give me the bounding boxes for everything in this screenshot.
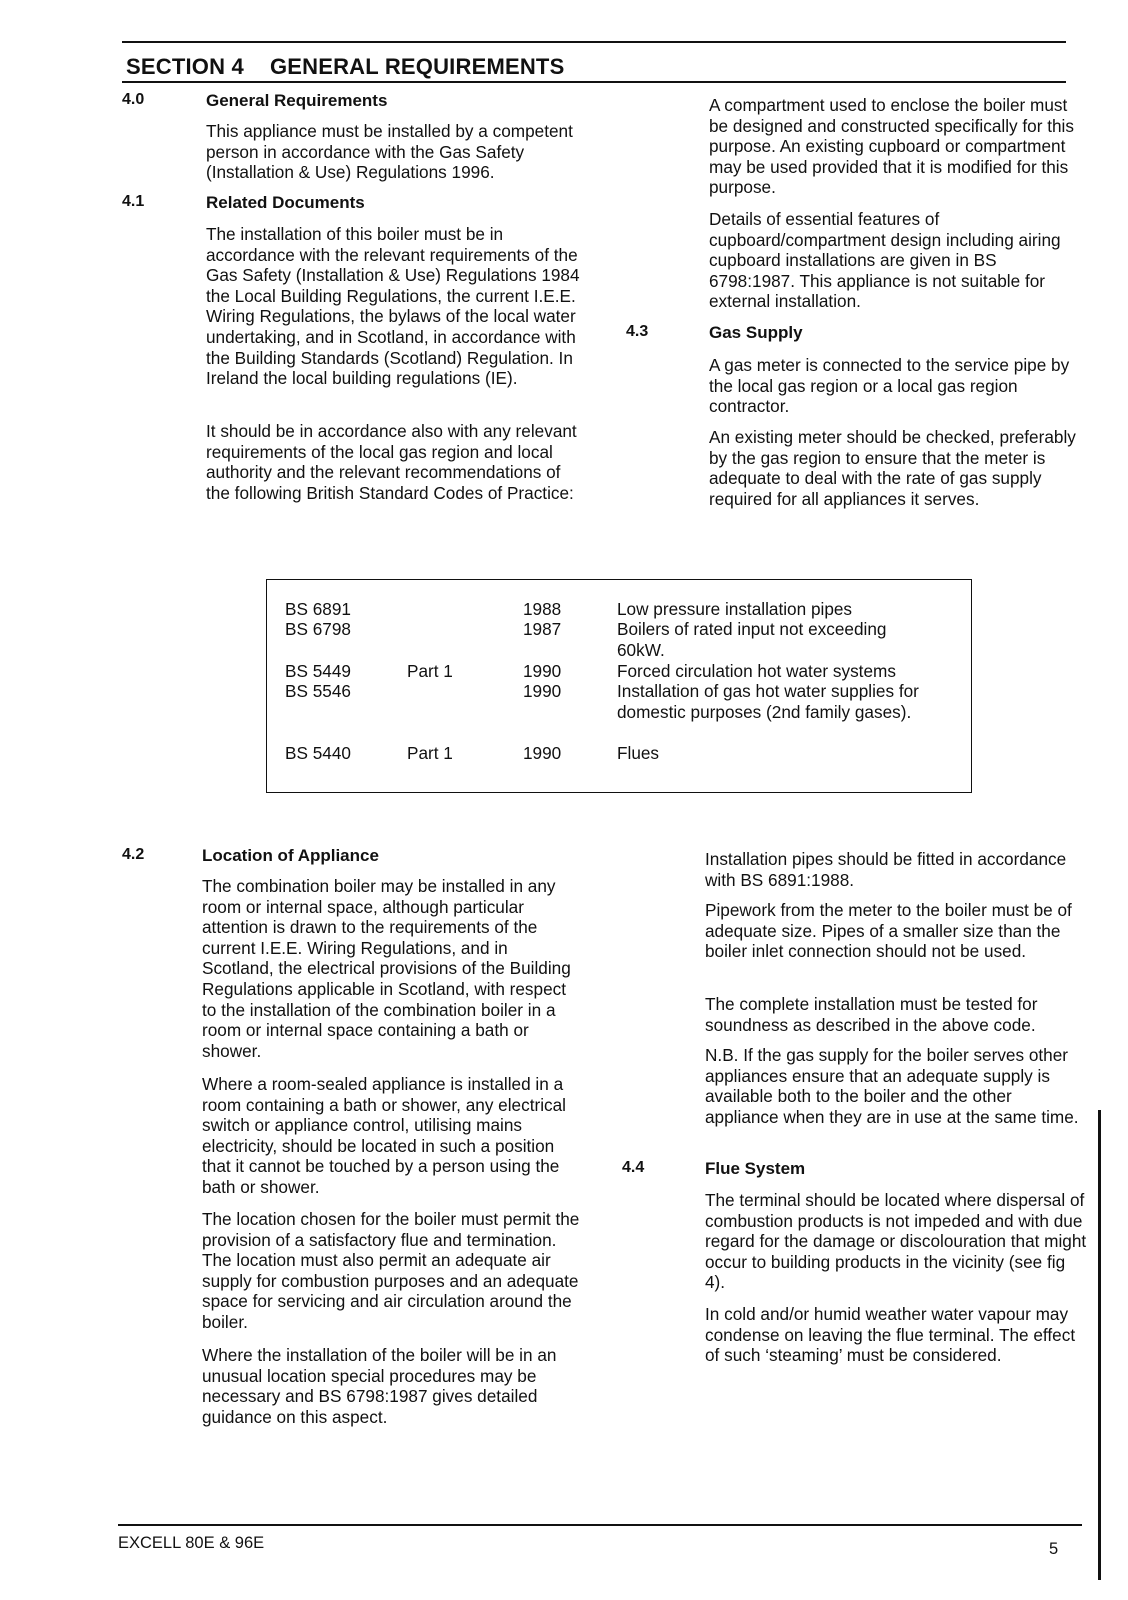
footer-product-name: EXCELL 80E & 96E <box>118 1534 265 1552</box>
section-4-3-paragraph-2: An existing meter should be checked, preferably by the gas region to ensure that the meter is adequate to deal with the rate of gas supply required for all appliances it serves. <box>709 427 1076 509</box>
section-title-rule <box>122 81 1066 83</box>
section-4-2-paragraph-1: The combination boiler may be installed in any room or internal space, although particular attention is drawn to the requirements of the current I.E.E. Wiring Regulations, and in Scotland, the electrical provisions of the Building Regulations applicable in Scotland, with respect to the installation of the combination boiler in a room or internal space containing a bath or shower. <box>202 876 571 1061</box>
table-code: BS 6891 <box>285 599 351 619</box>
table-description: Low pressure installation pipes <box>617 599 853 619</box>
table-year: 1990 <box>523 743 562 763</box>
pipework-paragraph: Pipework from the meter to the boiler must be of adequate size. Pipes of a smaller size than the boiler inlet connection should not be used. <box>705 900 1072 962</box>
table-code: BS 5440 <box>285 743 351 763</box>
compartment-paragraph-2: Details of essential features of cupboard/compartment design including airing cupboard installations are given in BS 6798:1987. This appliance is not suitable for external installation. <box>709 209 1061 312</box>
table-code: BS 5449 <box>285 661 351 681</box>
standards-table <box>266 579 972 793</box>
section-4-1-paragraph-1: The installation of this boiler must be in accordance with the relevant requirements of the Gas Safety (Installation & Use) Regulations 1984 the Local Building Regulations, the current I.E.E. Wiring Regulations, the bylaws of the local water undertaking, and in Scotland, in accordance with the Building Standards (Scotland) Regulation. In Ireland the local building regulations (IE). <box>206 224 580 389</box>
section-4-0-number: 4.0 <box>122 91 145 108</box>
section-4-2-heading: Location of Appliance <box>202 846 379 865</box>
installation-pipes-paragraph: Installation pipes should be fitted in accordance with BS 6891:1988. <box>705 849 1067 890</box>
table-year: 1987 <box>523 619 562 639</box>
top-rule <box>122 41 1066 43</box>
table-description: Forced circulation hot water systems <box>617 661 896 681</box>
nb-paragraph: N.B. If the gas supply for the boiler serves other appliances ensure that an adequate supply is available both to the boiler and the other appliance when they are in use at the same time. <box>705 1045 1079 1127</box>
page-number: 5 <box>1049 1540 1059 1558</box>
right-edge-mark <box>1098 1110 1101 1580</box>
table-year: 1990 <box>523 661 562 681</box>
section-4-0-paragraph: This appliance must be installed by a competent person in accordance with the Gas Safety (Installation & Use) Regulations 1996. <box>206 121 573 183</box>
table-description: Boilers of rated input not exceeding 60kW. <box>617 619 887 660</box>
table-description: Flues <box>617 743 660 763</box>
section-number: SECTION 4 <box>126 54 244 79</box>
section-4-2-paragraph-4: Where the installation of the boiler will be in an unusual location special procedures may be necessary and BS 6798:1987 gives detailed guidance on this aspect. <box>202 1345 557 1427</box>
section-4-2-paragraph-2: Where a room-sealed appliance is installed in a room containing a bath or shower, any electrical switch or appliance control, utilising mains electricity, should be located in such a position that it cannot be touched by a person using the bath or shower. <box>202 1074 566 1197</box>
section-4-4-heading: Flue System <box>705 1159 806 1178</box>
compartment-paragraph-1: A compartment used to enclose the boiler must be designed and constructed specifically for this purpose. An existing cupboard or compartment may be used provided that it is modified for this purpose. <box>709 95 1074 198</box>
section-4-1-heading: Related Documents <box>206 193 365 212</box>
table-code: BS 5546 <box>285 681 351 701</box>
table-part: Part 1 <box>407 661 453 681</box>
section-heading <box>126 54 564 80</box>
section-4-1-paragraph-2: It should be in accordance also with any relevant requirements of the local gas region and local authority and the relevant recommendations of the following British Standard Codes of Practice: <box>206 421 577 503</box>
table-description: Installation of gas hot water supplies for domestic purposes (2nd family gases). <box>617 681 919 722</box>
table-year: 1990 <box>523 681 562 701</box>
section-4-3-heading: Gas Supply <box>709 323 803 342</box>
table-code: BS 6798 <box>285 619 351 639</box>
section-4-0-heading: General Requirements <box>206 91 388 110</box>
section-4-3-paragraph-1: A gas meter is connected to the service pipe by the local gas region or a local gas region contractor. <box>709 355 1070 417</box>
section-4-2-number: 4.2 <box>122 846 145 863</box>
table-year: 1988 <box>523 599 562 619</box>
section-4-1-number: 4.1 <box>122 193 145 210</box>
section-4-4-paragraph-2: In cold and/or humid weather water vapour may condense on leaving the flue terminal. The effect of such ‘steaming’ must be considered. <box>705 1304 1076 1366</box>
footer-rule <box>118 1524 1082 1526</box>
table-part: Part 1 <box>407 743 453 763</box>
soundness-paragraph: The complete installation must be tested for soundness as described in the above code. <box>705 994 1038 1035</box>
section-title: GENERAL REQUIREMENTS <box>269 54 565 79</box>
section-4-4-paragraph-1: The terminal should be located where dispersal of combustion products is not impeded and with due regard for the damage or discolouration that might occur to building products in the vicinity (see fig 4). <box>705 1190 1087 1293</box>
section-4-3-number: 4.3 <box>626 323 649 340</box>
section-4-4-number: 4.4 <box>622 1159 645 1176</box>
section-4-2-paragraph-3: The location chosen for the boiler must permit the provision of a satisfactory flue and termination. The location must also permit an adequate air supply for combustion purposes and an adequate space for servicing and air circulation around the boiler. <box>202 1209 580 1332</box>
